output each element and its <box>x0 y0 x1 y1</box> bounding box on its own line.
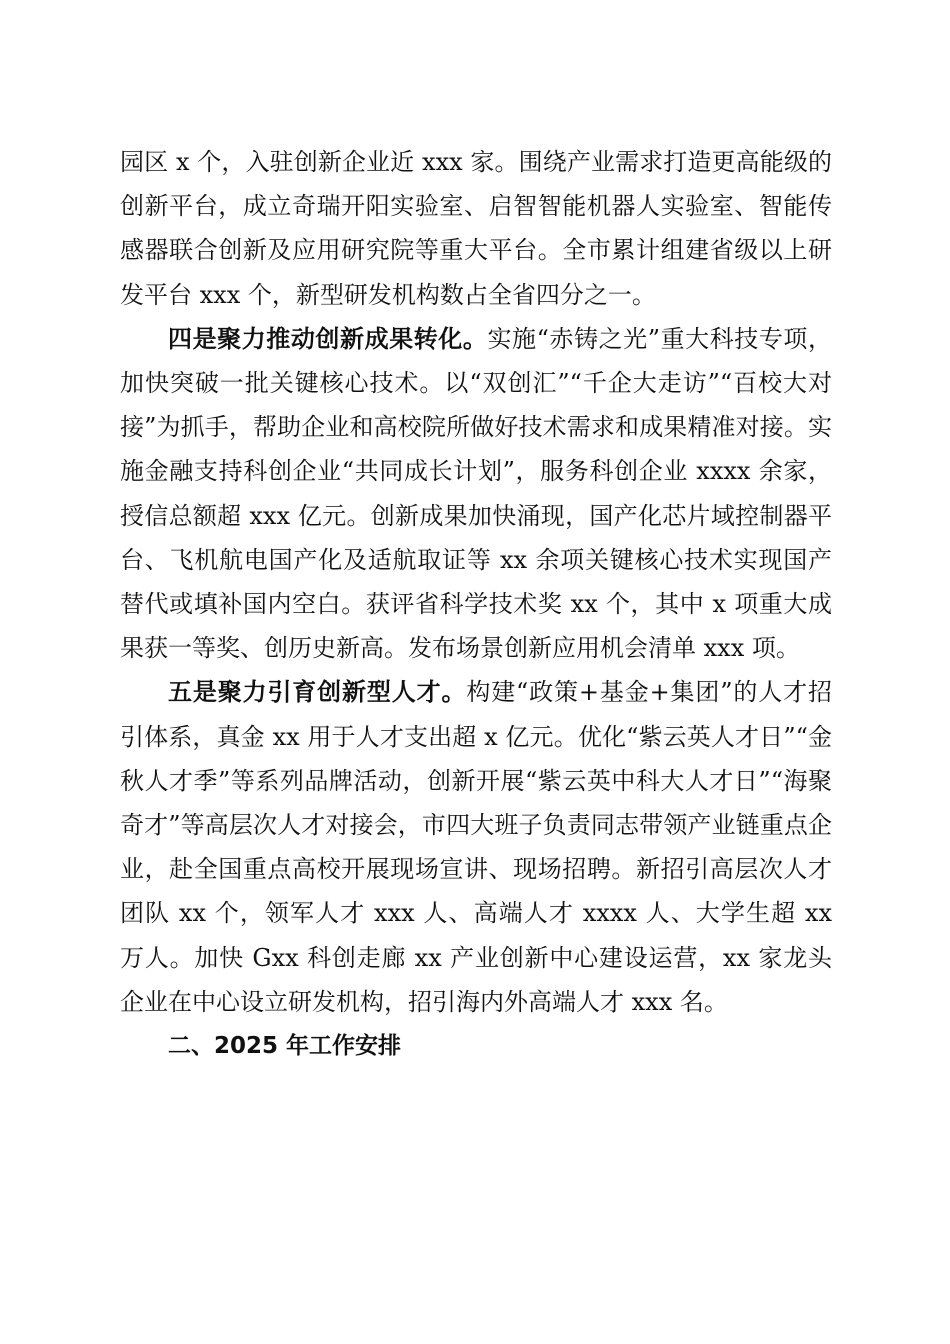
paragraph-continuation <box>120 140 832 317</box>
paragraph-lead: 四是聚力推动创新成果转化。 <box>168 323 488 353</box>
section-heading: 二、2025 年工作安排 <box>168 1033 402 1060</box>
paragraph-text: 实施“赤铸之光”重大科技专项，加快突破一批关键核心技术。以“双创汇”“千企大走访”“百校大对接”为抓手，帮助企业和高校院所做好技术需求和成果精准对接。实施金融支持科创企业“共同成长计划”，服务科创企业 xxxx 余家，授信总额超 xxx 亿元。创新成果加快涌现，国产化芯片域控制器平台、飞机航电国产化及适航取证等 xx 余项关键核心技术实现国产替代或填补国内空白。获评省科学技术奖 xx 个，其中 x 项重大成果获一等奖、创历史新高。发布场景创新应用机会清单 xxx 项。 <box>120 324 833 663</box>
paragraph-lead: 五是聚力引育创新型人才。 <box>168 677 467 707</box>
paragraph-innovation-results <box>120 317 832 671</box>
paragraph-talent <box>120 670 832 1024</box>
document-body <box>120 140 832 1068</box>
paragraph-text: 园区 x 个，入驻创新企业近 xxx 家。围绕产业需求打造更高能级的创新平台，成立奇瑞开阳实验室、启智智能机器人实验室、智能传感器联合创新及应用研究院等重大平台。全市累计组建省级以上研发平台 xxx 个，新型研发机构数占全省四分之一。 <box>120 148 832 309</box>
paragraph-text: 构建“政策+基金+集团”的人才招引体系，真金 xx 用于人才支出超 x 亿元。优化“紫云英人才日”“金秋人才季”等系列品牌活动，创新开展“紫云英中科大人才日”“海聚奇才”等高层次人才对接会，市四大班子负责同志带领产业链重点企业，赴全国重点高校开展现场宣讲、现场招聘。新招引高层次人才团队 xx 个，领军人才 xxx 人、高端人才 xxxx 人、大学生超 xx 万人。加快 Gxx 科创走廊 xx 产业创新中心建设运营，xx 家龙头企业在中心设立研发机构，招引海内外高端人才 xxx 名。 <box>120 678 832 1016</box>
